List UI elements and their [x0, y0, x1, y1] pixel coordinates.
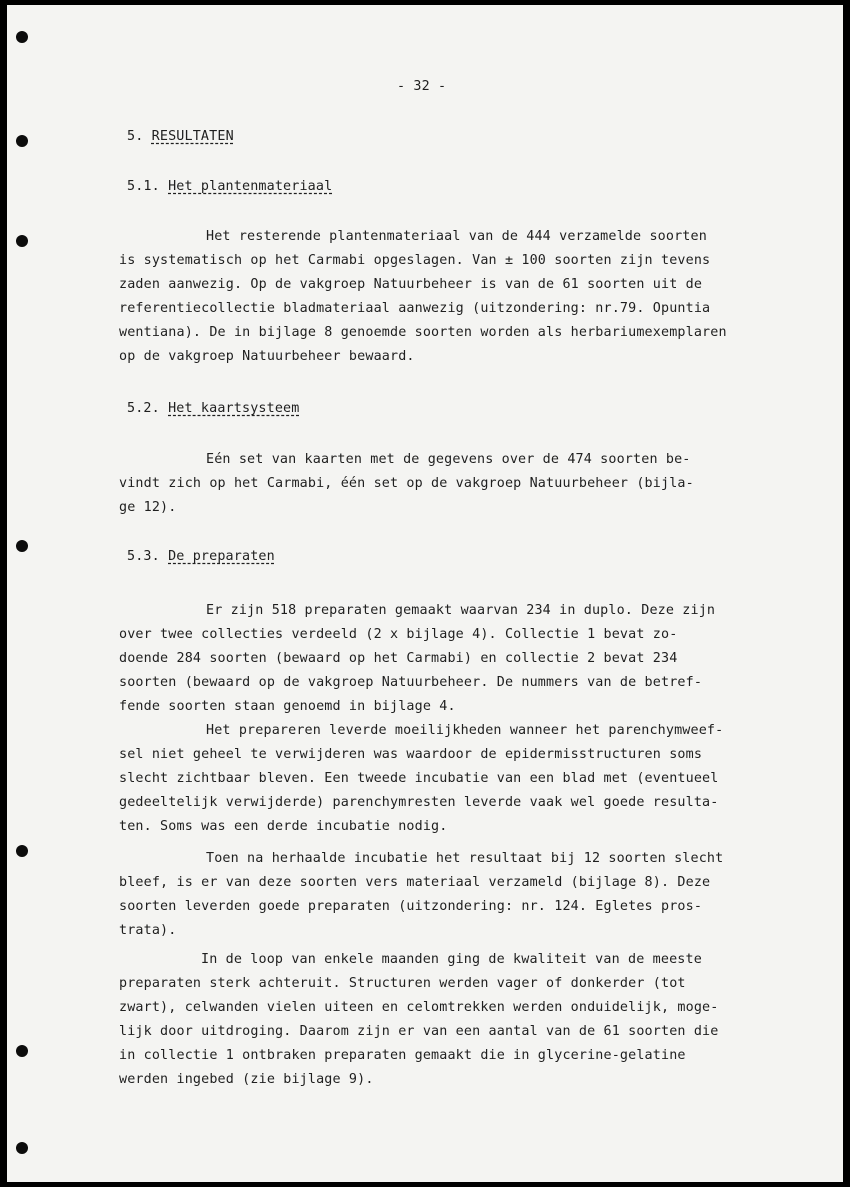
section-number: 5.: [127, 129, 144, 144]
paragraph-line: slecht zichtbaar bleven. Een tweede incubatie van een blad met (eventueel: [119, 771, 719, 786]
punch-hole: [16, 31, 28, 43]
subsection-heading-5-2: [127, 397, 299, 421]
punch-hole: [16, 1142, 28, 1154]
punch-hole: [16, 845, 28, 857]
paragraph-line: is systematisch op het Carmabi opgeslagen. Van ± 100 soorten zijn tevens: [119, 253, 711, 268]
paragraph-line: op de vakgroep Natuurbeheer bewaard.: [119, 349, 415, 364]
subsection-number: 5.2.: [127, 401, 160, 416]
subsection-title: Het kaartsysteem: [168, 401, 300, 416]
paragraph-line: fende soorten staan genoemd in bijlage 4.: [119, 699, 456, 714]
paragraph-line: in collectie 1 ontbraken preparaten gemaakt die in glycerine-gelatine: [119, 1048, 686, 1063]
paragraph-line: over twee collecties verdeeld (2 x bijlage 4). Collectie 1 bevat zo-: [119, 627, 678, 642]
paragraph-line: wentiana). De in bijlage 8 genoemde soorten worden als herbariumexemplaren: [119, 325, 727, 340]
paragraph-line: werden ingebed (zie bijlage 9).: [119, 1072, 374, 1087]
paragraph-line: referentiecollectie bladmateriaal aanwezig (uitzondering: nr.79. Opuntia: [119, 301, 711, 316]
subsection-heading-5-3: [127, 545, 275, 569]
paragraph-line: Toen na herhaalde incubatie het resultaat bij 12 soorten slecht: [206, 851, 724, 866]
punch-hole: [16, 135, 28, 147]
paragraph-line: soorten (bewaard op de vakgroep Natuurbeheer. De nummers van de betref-: [119, 675, 703, 690]
paragraph-line: zwart), celwanden vielen uiteen en celomtrekken werden onduidelijk, moge-: [119, 1000, 719, 1015]
subsection-number: 5.3.: [127, 549, 160, 564]
paragraph-line: lijk door uitdroging. Daarom zijn er van een aantal van de 61 soorten die: [119, 1024, 719, 1039]
paragraph-line: zaden aanwezig. Op de vakgroep Natuurbeheer is van de 61 soorten uit de: [119, 277, 703, 292]
paragraph-line: Het resterende plantenmateriaal van de 444 verzamelde soorten: [206, 229, 707, 244]
subsection-title: Het plantenmateriaal: [168, 179, 333, 194]
paragraph-line: gedeeltelijk verwijderde) parenchymresten leverde vaak wel goede resulta-: [119, 795, 719, 810]
paragraph-line: trata).: [119, 923, 177, 938]
subsection-number: 5.1.: [127, 179, 160, 194]
paragraph-line: In de loop van enkele maanden ging de kwaliteit van de meeste: [201, 952, 702, 967]
paragraph-line: ge 12).: [119, 500, 177, 515]
page-number: - 32 -: [397, 79, 447, 94]
punch-hole: [16, 1045, 28, 1057]
paragraph-line: Het prepareren leverde moeilijkheden wanneer het parenchymweef-: [206, 723, 724, 738]
document-page: [7, 5, 843, 1182]
section-title: RESULTATEN: [151, 129, 234, 144]
paragraph-line: sel niet geheel te verwijderen was waardoor de epidermisstructuren soms: [119, 747, 703, 762]
section-heading: [127, 125, 234, 149]
paragraph-line: preparaten sterk achteruit. Structuren werden vager of donkerder (tot: [119, 976, 686, 991]
paragraph-line: doende 284 soorten (bewaard op het Carmabi) en collectie 2 bevat 234: [119, 651, 678, 666]
punch-hole: [16, 235, 28, 247]
subsection-title: De preparaten: [168, 549, 275, 564]
paragraph-line: Eén set van kaarten met de gegevens over de 474 soorten be-: [206, 452, 691, 467]
punch-hole: [16, 540, 28, 552]
subsection-heading-5-1: [127, 175, 332, 199]
paragraph-line: Er zijn 518 preparaten gemaakt waarvan 234 in duplo. Deze zijn: [206, 603, 716, 618]
paragraph-line: vindt zich op het Carmabi, één set op de vakgroep Natuurbeheer (bijla-: [119, 476, 694, 491]
paragraph-line: bleef, is er van deze soorten vers materiaal verzameld (bijlage 8). Deze: [119, 875, 711, 890]
paragraph-line: soorten leverden goede preparaten (uitzondering: nr. 124. Egletes pros-: [119, 899, 703, 914]
paragraph-line: ten. Soms was een derde incubatie nodig.: [119, 819, 448, 834]
